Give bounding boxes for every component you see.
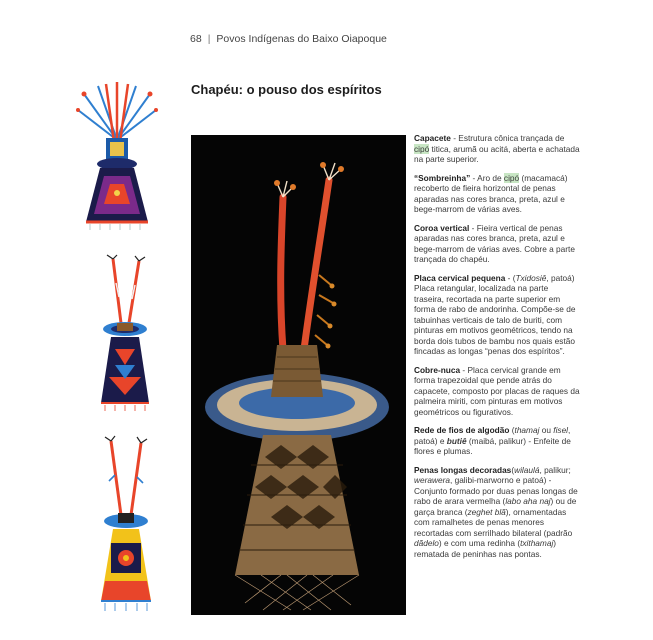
entry-text: , palikur; [539, 464, 571, 475]
entry-text: - Fieira vertical de penas aparadas nas cores branca, preta, azul e bege-marrom de várias aves. Cobre a parte trançada do chapéu. [414, 222, 575, 264]
chapter-title: Chapéu: o pouso dos espíritos [191, 82, 382, 97]
term-coroa-vertical: Coroa vertical [414, 222, 470, 233]
entry-text: ) e com uma redinha ( [438, 538, 521, 548]
entry-text: ou [539, 425, 554, 435]
entry-text: (maibá, palikur) - Enfeite de flores e plumas. [414, 435, 571, 456]
headdress-photograph [191, 135, 406, 615]
entry-text: - ( [505, 272, 516, 283]
entry-text: ) rematada de peninhas nas pontas. [414, 538, 557, 559]
term-cobre-nuca: Cobre-nuca [414, 364, 461, 375]
term-penas-longas: Penas longas decoradas [414, 464, 512, 475]
entry-italic: labo aha naj [505, 496, 551, 506]
entry-italic: thamaj [514, 425, 540, 435]
entry-italic: txithamaj [520, 538, 554, 548]
entry-italic: fisel [553, 425, 569, 435]
term-sombreinha: “Sombreinha” [414, 172, 471, 183]
entry-text: ( [511, 464, 515, 475]
highlighted-word: cipó [414, 143, 430, 154]
entry-text: (macamacá) recoberto de fieira horizontal de penas aparadas nas cores branca, preta, azul e bege-marrom de várias aves. [414, 172, 568, 214]
entry-italic: werawera [414, 475, 450, 485]
term-capacete: Capacete [414, 133, 451, 143]
entry-text: ), ornamentadas com ramalhetes de penas menores recortadas com serrilhado bilateral (padrão [414, 506, 573, 538]
header-separator: | [207, 33, 211, 45]
running-header [190, 33, 387, 45]
entry-coroa-vertical [414, 223, 580, 265]
term-rede: Rede de fios de algodão [414, 425, 510, 435]
entry-italic: Txidosiê [515, 272, 547, 283]
entry-rede [414, 425, 580, 457]
headdress-illustration-3 [95, 435, 157, 613]
entry-italic: zeghet blã [467, 506, 506, 517]
term-placa-cervical-pequena: Placa cervical pequena [414, 272, 506, 283]
entry-sombreinha [414, 173, 580, 215]
highlighted-word: cipó [503, 172, 520, 183]
entry-placa-cervical-pequena [414, 273, 580, 357]
entry-penas-longas [414, 465, 580, 560]
entry-italic: wilaulá [514, 464, 540, 475]
page-number: 68 [190, 33, 202, 45]
entry-italic: dãdelo [414, 538, 439, 548]
entry-capacete [414, 133, 580, 165]
entry-text: titica, arumã ou acitá, aberta e achatada na parte superior. [414, 143, 580, 164]
headdress-illustration-1 [76, 80, 158, 232]
entry-text: - Estrutura cônica trançada de [450, 133, 565, 143]
entry-text: , galibi-marworno e patoá) - Conjunto formado por duas penas longas de rabo de arara vermelha ( [414, 475, 578, 506]
entry-cobre-nuca [414, 365, 580, 418]
entry-text: - Aro de [470, 172, 504, 183]
entry-text: ) ou de garça branca ( [414, 496, 577, 517]
term-butie: butiê [446, 435, 467, 446]
glossary-column [414, 133, 580, 567]
entry-text: , patoá) e [414, 425, 571, 446]
book-title: Povos Indígenas do Baixo Oiapoque [216, 33, 387, 45]
entry-text: , patoá) Placa retangular, localizada na parte traseira, recortada na parte superior em forma de rabo de andorinha. Compõe-se de tabuinhas verticais de talo de buriti, com pinturas em motivos geométricos, tendo na borda dois tubos de bambu nos quais estão fincadas as longas “penas dos espíritos”. [414, 272, 576, 356]
headdress-illustration-2 [95, 253, 155, 413]
entry-text: ( [509, 425, 515, 435]
entry-text: - Placa cervical grande em forma trapezoidal que pende atrás do capacete, composto por placas de raques da palmeira miriti, com pinturas em motivos geométricos ou figurativos. [414, 364, 580, 417]
